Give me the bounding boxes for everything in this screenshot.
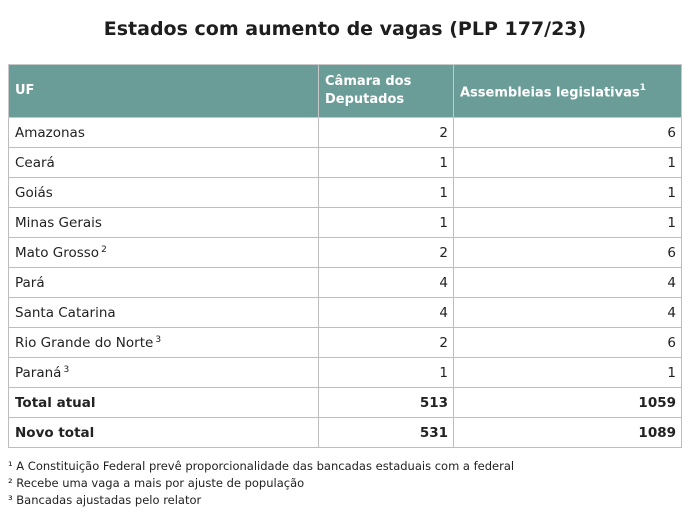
cell-uf bbox=[9, 148, 319, 178]
total-assembleias: 1089 bbox=[454, 418, 682, 448]
cell-camara: 2 bbox=[319, 238, 454, 268]
header-assembleias-label: Assembleias legislativas bbox=[460, 85, 640, 101]
table-row bbox=[9, 148, 682, 178]
cell-uf bbox=[9, 238, 319, 268]
cell-camara: 4 bbox=[319, 298, 454, 328]
uf-label: Paraná bbox=[15, 364, 62, 381]
footnote-1: ¹ A Constituição Federal prevê proporcionalidade das bancadas estaduais com a federal bbox=[8, 459, 515, 473]
table-row bbox=[9, 238, 682, 268]
cell-assembleias: 1 bbox=[454, 358, 682, 388]
table-row bbox=[9, 328, 682, 358]
cell-camara: 1 bbox=[319, 148, 454, 178]
cell-camara: 2 bbox=[319, 118, 454, 148]
cell-camara: 4 bbox=[319, 268, 454, 298]
cell-uf bbox=[9, 328, 319, 358]
table-body bbox=[9, 118, 682, 448]
header-assembleias-note: 1 bbox=[639, 82, 646, 93]
total-label: Total atual bbox=[9, 388, 319, 418]
uf-label: Mato Grosso bbox=[15, 244, 100, 261]
cell-uf bbox=[9, 268, 319, 298]
page-title: Estados com aumento de vagas (PLP 177/23) bbox=[103, 18, 587, 40]
total-label: Novo total bbox=[9, 418, 319, 448]
table-row bbox=[9, 178, 682, 208]
cell-uf bbox=[9, 118, 319, 148]
cell-assembleias: 6 bbox=[454, 238, 682, 268]
cell-assembleias: 6 bbox=[454, 328, 682, 358]
uf-footnote-marker: 2 bbox=[101, 244, 107, 255]
footnotes bbox=[8, 458, 514, 509]
cell-assembleias: 1 bbox=[454, 148, 682, 178]
cell-uf bbox=[9, 298, 319, 328]
uf-footnote-marker: 3 bbox=[63, 364, 70, 375]
uf-footnote-marker: 3 bbox=[155, 334, 162, 345]
cell-camara: 1 bbox=[319, 358, 454, 388]
cell-camara: 1 bbox=[319, 178, 454, 208]
footnote-3: ³ Bancadas ajustadas pelo relator bbox=[8, 493, 202, 507]
total-row bbox=[9, 388, 682, 418]
total-assembleias: 1059 bbox=[454, 388, 682, 418]
total-row bbox=[9, 418, 682, 448]
table-row bbox=[9, 298, 682, 328]
uf-label: Ceará bbox=[15, 154, 55, 171]
header-assembleias bbox=[454, 65, 682, 118]
header-uf: UF bbox=[9, 65, 319, 118]
table-row bbox=[9, 268, 682, 298]
uf-label: Santa Catarina bbox=[15, 304, 116, 321]
uf-label: Pará bbox=[15, 274, 45, 291]
total-camara: 513 bbox=[319, 388, 454, 418]
table-row bbox=[9, 358, 682, 388]
table-header-row bbox=[9, 65, 682, 118]
table-row bbox=[9, 118, 682, 148]
cell-assembleias: 4 bbox=[454, 268, 682, 298]
cell-uf bbox=[9, 358, 319, 388]
cell-uf bbox=[9, 208, 319, 238]
header-camara: Câmara dos Deputados bbox=[319, 65, 454, 118]
footnote-2: ² Recebe uma vaga a mais por ajuste de população bbox=[8, 476, 305, 490]
cell-camara: 1 bbox=[319, 208, 454, 238]
uf-label: Goiás bbox=[15, 184, 53, 201]
vagas-table bbox=[8, 64, 682, 448]
table-row bbox=[9, 208, 682, 238]
cell-assembleias: 1 bbox=[454, 178, 682, 208]
cell-uf bbox=[9, 178, 319, 208]
uf-label: Rio Grande do Norte bbox=[15, 334, 154, 351]
cell-assembleias: 6 bbox=[454, 118, 682, 148]
cell-assembleias: 4 bbox=[454, 298, 682, 328]
total-camara: 531 bbox=[319, 418, 454, 448]
uf-label: Minas Gerais bbox=[15, 214, 102, 231]
cell-assembleias: 1 bbox=[454, 208, 682, 238]
uf-label: Amazonas bbox=[15, 124, 85, 141]
cell-camara: 2 bbox=[319, 328, 454, 358]
